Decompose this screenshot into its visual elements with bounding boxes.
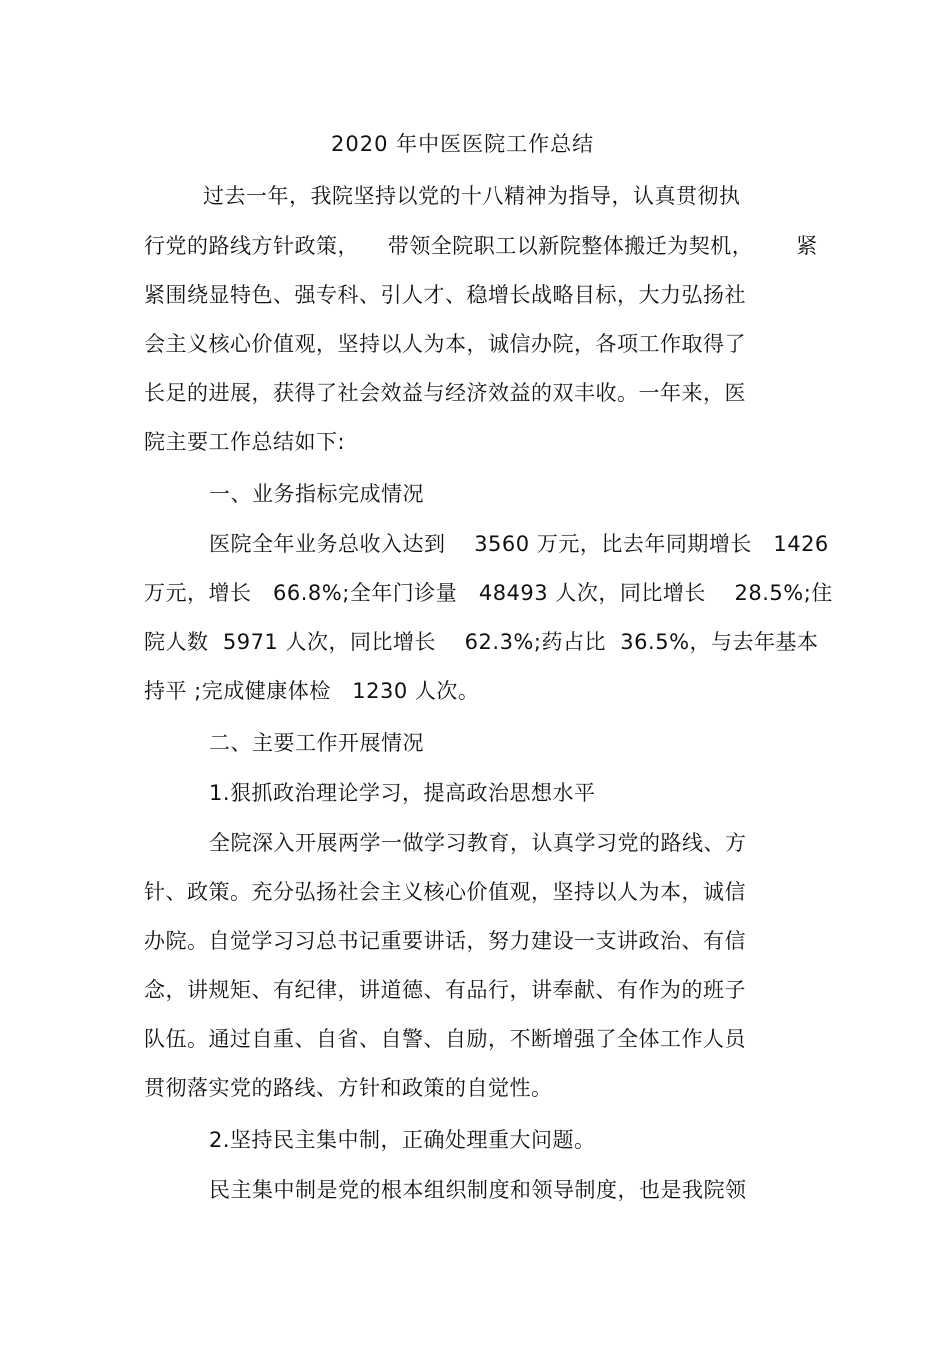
paragraph-line: 行党的路线方针政策， 带领全院职工以新院整体搬迁为契机， 紧 [144, 234, 818, 258]
paragraph-line: 院人数 5971 人次，同比增长 62.3%;药占比 36.5%，与去年基本 [144, 630, 819, 654]
paragraph-line: 长足的进展，获得了社会效益与经济效益的双丰收。一年来，医 [144, 381, 746, 405]
document-title: 2020 年中医医院工作总结 [331, 132, 595, 156]
paragraph-line: 贯彻落实党的路线、方针和政策的自觉性。 [144, 1076, 553, 1100]
section-heading: 二、主要工作开展情况 [209, 731, 424, 755]
paragraph-line: 医院全年业务总收入达到 3560 万元，比去年同期增长 1426 [209, 532, 829, 556]
paragraph-line: 针、政策。充分弘扬社会主义核心价值观，坚持以人为本，诚信 [144, 880, 746, 904]
paragraph-line: 持平 ;完成健康体检 1230 人次。 [144, 679, 480, 703]
paragraph-line: 全院深入开展两学一做学习教育，认真学习党的路线、方 [209, 831, 747, 855]
section-heading: 一、业务指标完成情况 [209, 482, 424, 506]
paragraph-line: 民主集中制是党的根本组织制度和领导制度，也是我院领 [209, 1178, 747, 1202]
paragraph-line: 念，讲规矩、有纪律，讲道德、有品行，讲奉献、有作为的班子 [144, 978, 746, 1002]
paragraph-line: 会主义核心价值观，坚持以人为本，诚信办院，各项工作取得了 [144, 332, 746, 356]
paragraph-line: 万元，增长 66.8%;全年门诊量 48493 人次，同比增长 28.5%;住 [144, 581, 833, 605]
paragraph-line: 队伍。通过自重、自省、自警、自励，不断增强了全体工作人员 [144, 1027, 746, 1051]
subsection-heading: 2.坚持民主集中制，正确处理重大问题。 [209, 1128, 596, 1152]
paragraph-line: 过去一年，我院坚持以党的十八精神为指导，认真贯彻执 [203, 184, 741, 208]
subsection-heading: 1.狠抓政治理论学习，提高政治思想水平 [209, 781, 596, 805]
paragraph-line: 办院。自觉学习习总书记重要讲话，努力建设一支讲政治、有信 [144, 929, 746, 953]
paragraph-line: 院主要工作总结如下: [144, 430, 346, 454]
paragraph-line: 紧围绕显特色、强专科、引人才、稳增长战略目标，大力弘扬社 [144, 283, 746, 307]
